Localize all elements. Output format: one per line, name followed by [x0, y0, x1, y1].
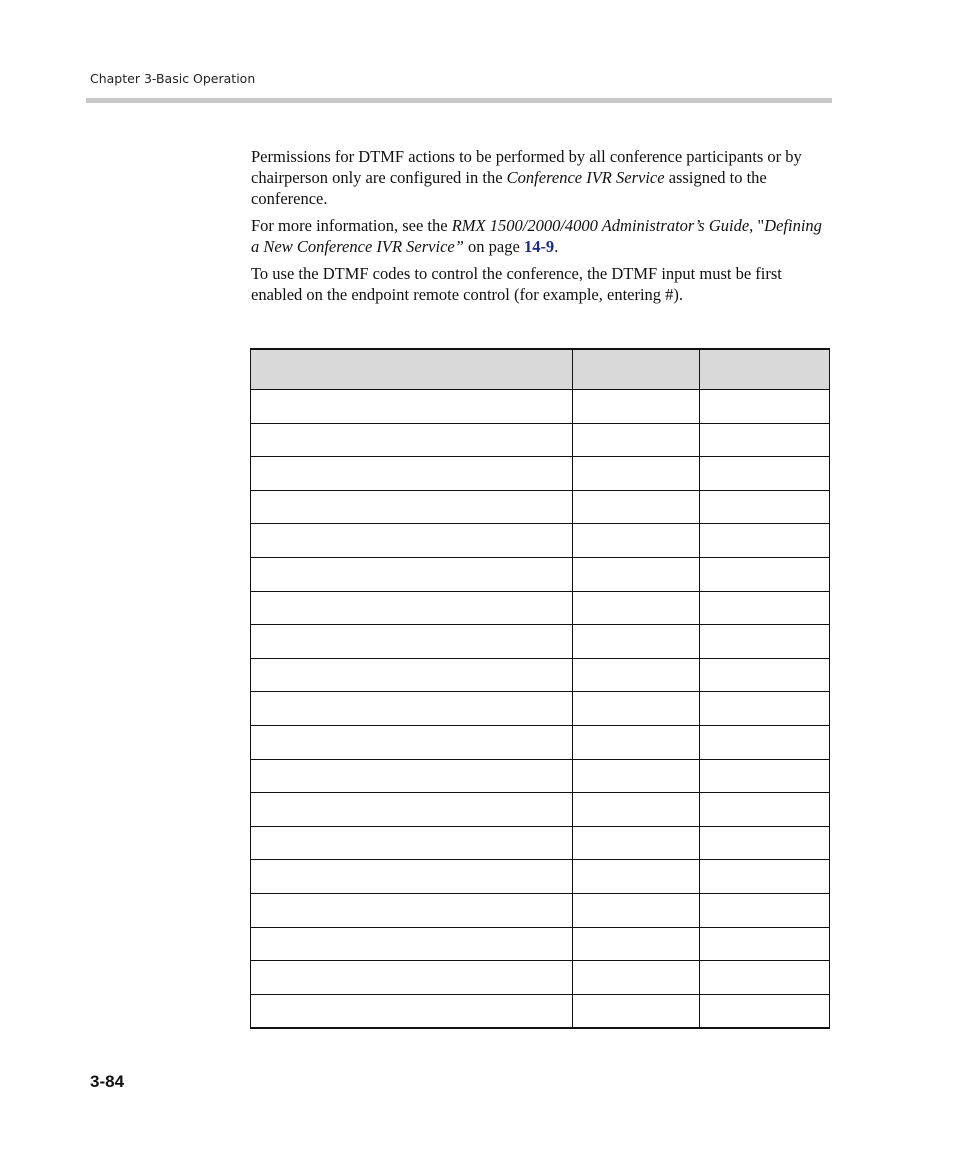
table-row — [251, 725, 830, 759]
table-cell — [700, 625, 830, 659]
table-header-row — [251, 349, 830, 390]
running-header: Chapter 3-Basic Operation — [90, 71, 256, 86]
table-cell — [700, 591, 830, 625]
p2-section-title: Defining a New Conference IVR Service” — [251, 216, 822, 256]
table-row — [251, 692, 830, 726]
table-header-cell — [251, 349, 573, 390]
table-row — [251, 994, 830, 1028]
table-cell — [700, 927, 830, 961]
table-cell — [251, 927, 573, 961]
table-row — [251, 759, 830, 793]
table-row — [251, 457, 830, 491]
table-cell — [251, 524, 573, 558]
table-cell — [251, 557, 573, 591]
page-number: 3-84 — [90, 1072, 125, 1091]
table-cell — [251, 961, 573, 995]
table-cell — [700, 524, 830, 558]
table-cell — [573, 893, 700, 927]
table-cell — [573, 423, 700, 457]
table-row — [251, 793, 830, 827]
table-cell — [251, 625, 573, 659]
p2-text-c: on page — [463, 237, 524, 256]
table-cell — [251, 725, 573, 759]
table-cell — [573, 994, 700, 1028]
table-cell — [573, 860, 700, 894]
table-cell — [700, 961, 830, 995]
p2-text-d: . — [554, 237, 559, 256]
table-cell — [251, 860, 573, 894]
table-cell — [251, 390, 573, 424]
p1-text-a: Permissions for DTMF actions to be performed by all conference participants or by chairperson only are configured in the — [251, 147, 802, 187]
table-cell — [700, 390, 830, 424]
header-rule — [86, 98, 832, 103]
table-row — [251, 927, 830, 961]
p2-text-a: For more information, see the — [251, 216, 452, 235]
table-cell — [573, 658, 700, 692]
table-cell — [573, 591, 700, 625]
table-cell — [700, 658, 830, 692]
table-cell — [251, 759, 573, 793]
table-cell — [573, 927, 700, 961]
table-row — [251, 524, 830, 558]
p1-text-b: assigned to the conference. — [251, 168, 767, 208]
page-cross-reference-link[interactable]: 14-9 — [523, 237, 555, 256]
table-cell — [700, 860, 830, 894]
table-cell — [573, 759, 700, 793]
table-cell — [573, 961, 700, 995]
table-cell — [700, 826, 830, 860]
table-cell — [251, 893, 573, 927]
p2-guide-title: RMX 1500/2000/4000 Administrator’s Guide — [451, 216, 750, 235]
table-cell — [251, 994, 573, 1028]
table-cell — [700, 423, 830, 457]
table-cell — [700, 557, 830, 591]
table-cell — [573, 725, 700, 759]
table-cell — [700, 893, 830, 927]
table-header-cell — [700, 349, 830, 390]
table-cell — [700, 457, 830, 491]
table-row — [251, 423, 830, 457]
table-cell — [251, 457, 573, 491]
table-cell — [251, 591, 573, 625]
table-cell — [251, 658, 573, 692]
table-cell — [573, 692, 700, 726]
p1-emph: Conference IVR Service — [506, 168, 665, 187]
table-row — [251, 826, 830, 860]
table-cell — [573, 826, 700, 860]
table-cell — [700, 490, 830, 524]
table-row — [251, 591, 830, 625]
table-cell — [573, 390, 700, 424]
paragraph-more-info — [251, 215, 831, 257]
table-cell — [700, 759, 830, 793]
table-cell — [573, 457, 700, 491]
body-text — [251, 146, 831, 311]
table-body — [251, 390, 830, 1029]
table-cell — [700, 725, 830, 759]
table-cell — [251, 423, 573, 457]
table-cell — [573, 524, 700, 558]
paragraph-permissions — [251, 146, 831, 209]
table-row — [251, 557, 830, 591]
table-row — [251, 490, 830, 524]
table-row — [251, 658, 830, 692]
paragraph-dtmf-input: To use the DTMF codes to control the conference, the DTMF input must be first enabled on the endpoint remote control (for example, entering #). — [251, 264, 782, 304]
p2-text-b: , " — [749, 216, 765, 235]
dtmf-codes-table — [250, 348, 830, 1029]
table-row — [251, 625, 830, 659]
table-cell — [251, 692, 573, 726]
table-cell — [573, 793, 700, 827]
table-row — [251, 961, 830, 995]
table-cell — [700, 793, 830, 827]
table-cell — [573, 490, 700, 524]
table-cell — [573, 625, 700, 659]
table-header-cell — [573, 349, 700, 390]
table-cell — [573, 557, 700, 591]
table-row — [251, 893, 830, 927]
table-cell — [700, 692, 830, 726]
table-row — [251, 860, 830, 894]
table-cell — [251, 826, 573, 860]
table-cell — [251, 793, 573, 827]
table-cell — [251, 490, 573, 524]
table-row — [251, 390, 830, 424]
table-cell — [700, 994, 830, 1028]
